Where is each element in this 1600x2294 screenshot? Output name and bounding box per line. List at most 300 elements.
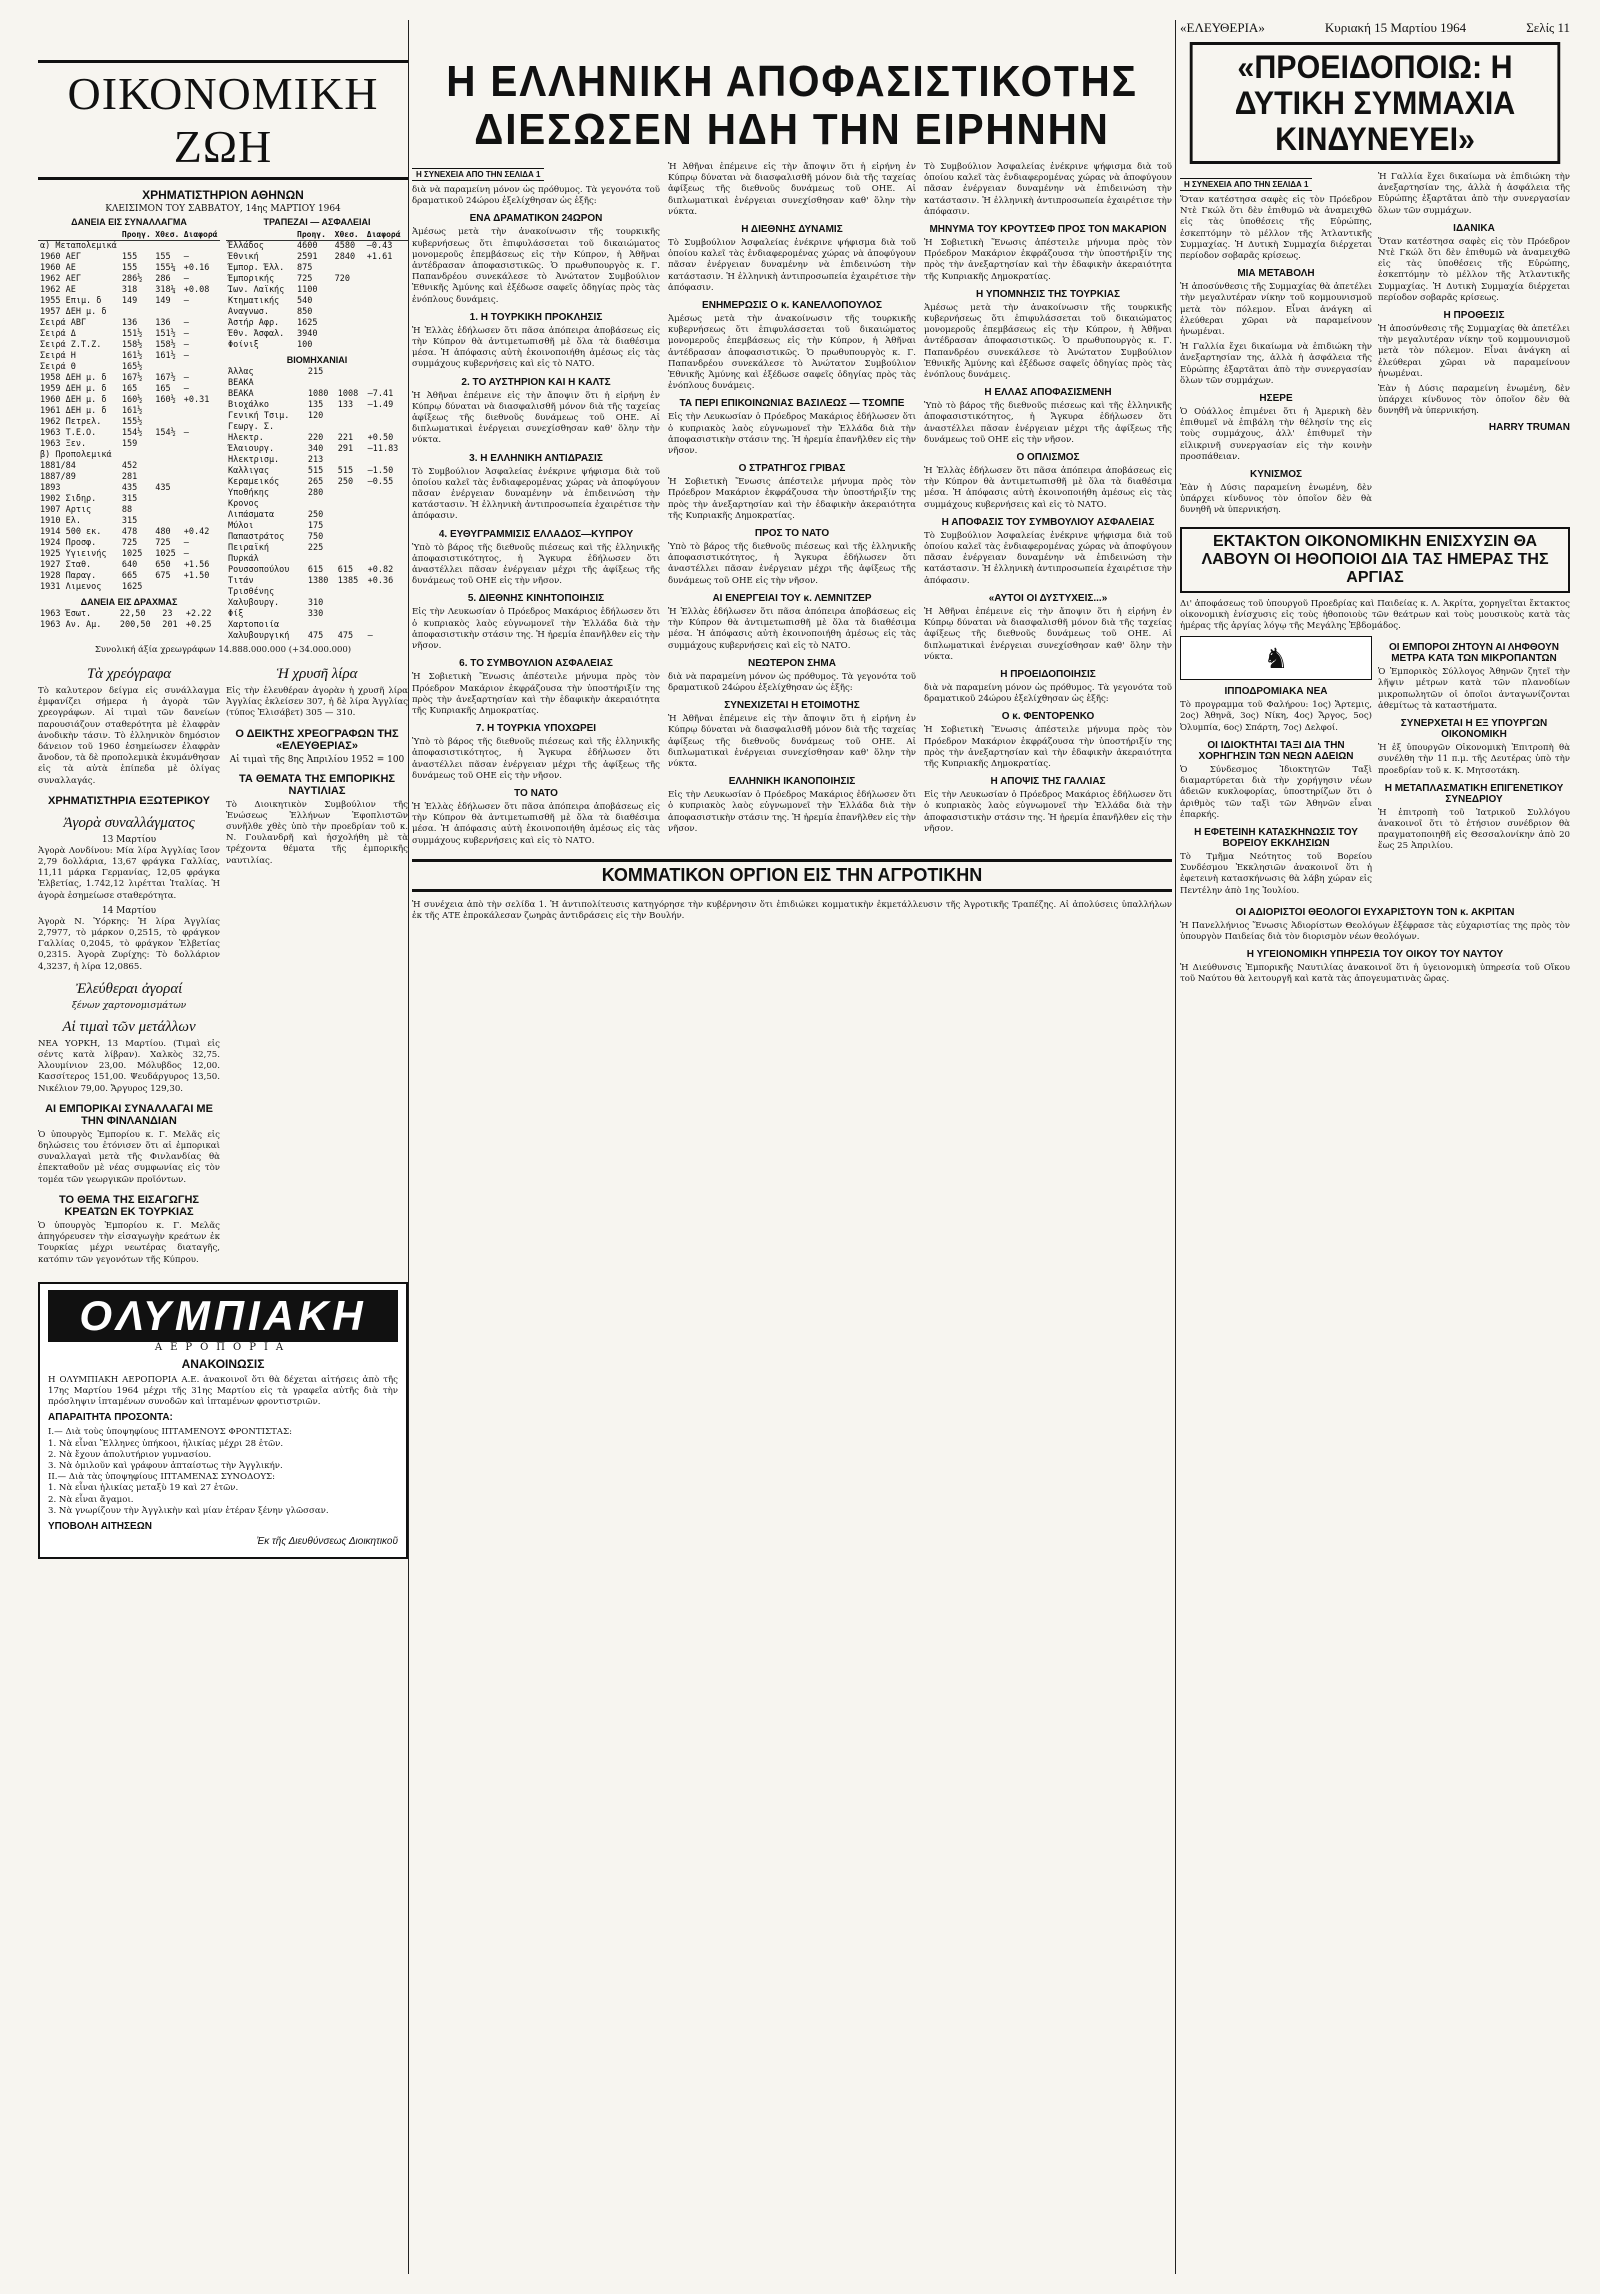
- table-cell-prev: [120, 241, 153, 253]
- table-cell-today: 1008: [337, 389, 359, 399]
- table-cell-today: [336, 554, 366, 565]
- loans-dr-heading: ΔΑΝΕΙΑ ΕΙΣ ΔΡΑΧΜΑΣ: [80, 597, 178, 607]
- table-cell-prev: 540: [297, 296, 313, 306]
- table-cell-today: 435: [155, 483, 171, 493]
- table-cell-name: 1910 Ελ.: [40, 516, 81, 526]
- center-paragraph: Ἡ Ἀθῆναι ἐπέμεινε εἰς τὴν ἄποψιν ὅτι ἡ εἰρήνη ἐν Κύπρῳ δύναται νὰ διασφαλισθῆ μόνον διὰ τῆς ταχείας ἀφίξεως τῆς διεθνοῦς δυνάμεως τοῦ ΟΗΕ. Αἱ διπλωματικαὶ ἐνέργειαι συνεχίσθησαν καθ' ὅλην τὴν νύκτα.: [668, 714, 916, 769]
- truman-paragraph: Ὅταν κατέστησα σαφὲς εἰς τὸν Πρόεδρον Ντὲ Γκώλ ὅτι δὲν ἐπιθυμῶ νὰ ἀναμειχθῶ εἰς τὰς ὑποθέσεις τῆς Εὐρώπης, ἐσκεπτόμην τὸ μέλλον τῆς Ἀτλαντικῆς Συμμαχίας. Ἡ Δυτικὴ Συμμαχία διέρχεται περίοδον σοβαρᾶς κρίσεως.: [1180, 195, 1372, 262]
- table-cell-today: [153, 516, 181, 527]
- congress-title: Η ΜΕΤΑΠΛΑΣΜΑΤΙΚΗ ΕΠΙΓΕΝΕΤΙΚΟΥ ΣΥΝΕΔΡΙΟΥ: [1384, 782, 1564, 805]
- table-row: [38, 351, 220, 362]
- center-subhead: 5. ΔΙΕΘΝΗΣ ΚΙΝΗΤΟΠΟΙΗΣΙΣ: [467, 593, 605, 605]
- center-subhead: ΕΝΗΜΕΡΩΣΙΣ Ο κ. ΚΑΝΕΛΛΟΠΟΥΛΟΣ: [702, 300, 882, 312]
- table-cell-diff: —0.55: [367, 477, 394, 487]
- table-cell-today: 1025: [155, 549, 176, 559]
- table-cell-name: 1959 ΔΕΗ μ. δ: [40, 384, 107, 394]
- table-cell-today: [153, 505, 181, 516]
- truman-paragraph: Ὁ Οὐάλλος ἐπιμένει ὅτι ἡ Ἀμερικὴ δὲν ἐπιθυμεῖ νὰ ἐπιβάλη τὴν θέλησίν της εἰς τοὺς συμμάχους, ἀλλ' ἐπιθυμεῖ τὴν εἰλικρινῆ συνεργασίαν εἰς τὴν κοινὴν προσπάθειαν.: [1180, 407, 1372, 462]
- table-cell-today: [153, 241, 181, 253]
- trade-text: Ὁ ὑπουργὸς Ἐμπορίου κ. Γ. Μελᾶς εἰς δηλώσεις του ἐτόνισεν ὅτι αἱ ἐμπορικαὶ συναλλαγαὶ μετὰ τῆς Φινλανδίας θὰ ἐπεκταθοῦν μὲ νέας συμφωνίας εἰς τὸν τομέα τῶν γεωργικῶν προϊόντων.: [38, 1129, 220, 1185]
- table-cell-name: Γενική Τσιμ.: [228, 411, 290, 421]
- table-cell-diff: [182, 516, 220, 527]
- table-row: [226, 554, 408, 565]
- table-row: [38, 472, 220, 483]
- table-cell-name: Έλλάδος: [228, 241, 264, 251]
- center-paragraph: Ἡ Ἑλλὰς ἐδήλωσεν ὅτι πᾶσα ἀπόπειρα ἀποβάσεως εἰς τὴν Κύπρον θὰ ἀντιμετωπισθῆ μὲ ὅλα τὰ διαθέσιμα μέσα. Ἡ ἀπόφασις αὐτὴ ἐκοινοποιήθη ἀμέσως εἰς τὰς συμμάχους κυβερνήσεις καὶ εἰς τὸ ΝΑΤΟ.: [412, 325, 660, 370]
- table-cell-today: [333, 296, 365, 307]
- table-cell-name: 1957 ΔΕΗ μ. δ: [40, 307, 107, 317]
- table-row: [226, 296, 408, 307]
- center-paragraph: Ὑπὸ τὸ βάρος τῆς διεθνοῦς πιέσεως καὶ τῆς ἑλληνικῆς ἀποφασιστικότητος, ἡ Ἄγκυρα ἐδήλωσεν ὅτι ἀναστέλλει πᾶσαν ἐνέργειαν μέχρι τῆς ἀφίξεως τῆς δυνάμεως τοῦ ΟΗΕ εἰς τὴν νῆσον.: [668, 542, 916, 586]
- center-paragraph: Ἡ Σοβιετικὴ Ἕνωσις ἀπέστειλε μήνυμα πρὸς τὸν Πρόεδρον Μακάριον ἐκφράζουσα τὴν ὑποστήριξίν της πρὸς τὴν ἀνεξαρτησίαν καὶ τὴν ἐδαφικὴν ἀκεραιότητα τῆς Κυπριακῆς Δημοκρατίας.: [668, 477, 916, 521]
- table-cell-name: β) Προπολεμικά: [40, 450, 112, 460]
- table-cell-today: [333, 263, 365, 274]
- center-subhead: 3. Η ΕΛΛΗΝΙΚΗ ΑΝΤΙΔΡΑΣΙΣ: [469, 452, 603, 464]
- table-row: [38, 296, 220, 307]
- table-cell-today: [333, 307, 365, 318]
- table-cell-name: 1893: [40, 483, 61, 493]
- table-cell-diff: [365, 296, 408, 307]
- table-cell-name: 1963 Αν. Αμ.: [40, 620, 102, 630]
- table-cell-prev: 3940: [297, 329, 318, 339]
- table-cell-today: 480: [155, 527, 171, 537]
- table-cell-today: 161½: [155, 351, 176, 361]
- center-paragraph: Ὑπὸ τὸ βάρος τῆς διεθνοῦς πιέσεως καὶ τῆς ἑλληνικῆς ἀποφασιστικότητος, ἡ Ἄγκυρα ἐδήλωσεν ὅτι ἀναστέλλει πᾶσαν ἐνέργειαν μέχρι τῆς ἀφίξεως τῆς δυνάμεως τοῦ ΟΗΕ εἰς τὴν νῆσον.: [412, 737, 660, 781]
- table-cell-name: Φοίνιξ: [228, 340, 259, 350]
- table-cell-prev: 155: [121, 252, 138, 262]
- table-cell-today: 650: [155, 560, 171, 570]
- fx-date-2: 14 Μαρτίου: [101, 905, 157, 916]
- table-cell-prev: 165½: [121, 362, 143, 372]
- table-row: [226, 444, 408, 455]
- table-cell-today: [153, 494, 181, 505]
- table-cell-prev: 154½: [121, 428, 143, 438]
- table-cell-name: Σειρά Δ: [40, 329, 76, 339]
- left-column: [38, 20, 408, 2274]
- table-cell-today: 675: [155, 571, 171, 581]
- table-cell-diff: —: [183, 318, 189, 328]
- table-row: [226, 389, 408, 400]
- table-row: [38, 516, 220, 527]
- table-cell-today: [153, 450, 181, 461]
- table-cell-diff: +1.56: [183, 560, 210, 570]
- col-diff: Διαφορά: [182, 229, 220, 241]
- table-cell-prev: 725: [121, 538, 138, 548]
- table-cell-name: 1924 Προσφ.: [40, 538, 97, 548]
- table-cell-diff: +0.36: [367, 576, 394, 586]
- left-text-blocks: [38, 658, 408, 1270]
- center-text-columns: [412, 162, 1172, 851]
- banks-table: [226, 229, 408, 351]
- table-cell-diff: [182, 362, 220, 373]
- table-cell-diff: [366, 499, 408, 510]
- center-paragraph: Ὑπὸ τὸ βάρος τῆς διεθνοῦς πιέσεως καὶ τῆς ἑλληνικῆς ἀποφασιστικότητος, ἡ Ἄγκυρα ἐδήλωσεν ὅτι ἀναστέλλει πᾶσαν ἐνέργειαν μέχρι τῆς ἀφίξεως τῆς δυνάμεως τοῦ ΟΗΕ εἰς τὴν νῆσον.: [924, 401, 1172, 445]
- metals-title: Αἱ τιμαὶ τῶν μετάλλων: [62, 1018, 196, 1035]
- table-cell-diff: [366, 510, 408, 521]
- table-cell-diff: [366, 598, 408, 609]
- table-cell-diff: [182, 450, 220, 461]
- table-cell-prev: 265: [307, 477, 324, 487]
- table-cell-name: 1960 ΔΕΗ μ. δ: [40, 395, 107, 405]
- center-subhead: 7. Η ΤΟΥΡΚΙΑ ΥΠΟΧΩΡΕΙ: [475, 723, 597, 735]
- table-cell-diff: [182, 439, 220, 450]
- table-cell-prev: 149: [121, 296, 138, 306]
- banks-heading: ΤΡΑΠΕΖΑΙ — ΑΣΦΑΛΕΙΑΙ: [263, 217, 371, 227]
- table-row: [226, 274, 408, 285]
- col-diff: Διαφορά: [365, 229, 408, 241]
- exchange-subtitle: ΚΛΕΙΣΙΜΟΝ ΤΟΥ ΣΑΒΒΑΤΟΥ, 14ης ΜΑΡΤΙΟΥ 1964: [105, 204, 341, 214]
- fx-title: Ἀγορὰ συναλλάγματος: [63, 814, 195, 831]
- table-cell-name: α) Μεταπολεμικά: [40, 241, 117, 251]
- olympic-req-heading: ΑΠΑΡΑΙΤΗΤΑ ΠΡΟΣΟΝΤΑ:: [48, 1412, 173, 1424]
- olympic-req-item: 1. Νὰ εἶναι Ἕλληνες ὑπήκοοι, ἡλικίας μέχρι 28 ἐτῶν.: [48, 1438, 284, 1449]
- olympic-req-item: ΙΙ.— Διὰ τὰς ὑποψηφίους ΙΠΤΑΜΕΝΑΣ ΣΥΝΟΔΟΥΣ:: [48, 1472, 275, 1483]
- taxi-title: ΟΙ ΙΔΙΟΚΤΗΤΑΙ ΤΑΞΙ ΔΙΑ ΤΗΝ ΧΟΡΗΓΗΣΙΝ ΤΩΝ ΝΕΩΝ ΑΔΕΙΩΝ: [1198, 739, 1354, 762]
- center-paragraph: Τὸ Συμβούλιον Ἀσφαλείας ἐνέκρινε ψήφισμα διὰ τοῦ ὁποίου καλεῖ τὰς ἐνδιαφερομένας χώρας νὰ ἀποφύγουν πᾶσαν ἐνέργειαν δυναμένην νὰ ἐπιδεινώση τὴν κατάστασιν. Ἡ ἐλληνικὴ ἀντιπροσωπεία ἐχαιρέτισε τὴν ἀπόφασιν.: [412, 466, 660, 522]
- center-paragraph: Εἰς τὴν Λευκωσίαν ὁ Πρόεδρος Μακάριος ἐδήλωσεν ὅτι ὁ κυπριακὸς λαὸς εὐγνωμονεῖ τὴν Ἑλλάδα διὰ τὴν ἀποφασιστικὴν στάσιν της. Ἡ ἠρεμία ἐπανῆλθεν εἰς τὴν νῆσον.: [924, 790, 1172, 834]
- table-cell-diff: [366, 422, 408, 433]
- col-prev: Προηγ.: [120, 229, 153, 241]
- table-cell-prev: 161½: [121, 406, 143, 416]
- table-cell-name: Έθν. Άσφαλ.: [228, 329, 285, 339]
- truman-subhead: ΚΥΝΙΣΜΟΣ: [1249, 469, 1302, 481]
- table-cell-name: 1927 Σταθ.: [40, 560, 92, 570]
- table-row: [38, 527, 220, 538]
- table-row: [226, 521, 408, 532]
- center-subhead: ΑΙ ΕΝΕΡΓΕΙΑΙ ΤΟΥ κ. ΛΕΜΝΙΤΖΕΡ: [712, 592, 872, 604]
- table-row: [226, 532, 408, 543]
- table-row: [38, 620, 220, 631]
- table-cell-today: [333, 285, 365, 296]
- table-cell-diff: +1.61: [366, 252, 393, 262]
- gold-text: Εἰς τὴν ἐλευθέραν ἀγορὰν ἡ χρυσῆ λίρα Ἀγγλίας ἐκλείσεν 307, ἡ δὲ λίρα Ἀγγλίας (τύπος Ἐλισάβετ) 305 — 310.: [226, 686, 408, 719]
- table-row: [38, 505, 220, 516]
- table-cell-diff: [366, 532, 408, 543]
- sailors-home-text: Ἡ Διεύθυνσις Ἐμπορικῆς Ναυτιλίας ἀνακοινοῖ ὅτι ἡ ὑγειονομικὴ ὑπηρεσία τοῦ Οἴκου τοῦ Ναύτου θὰ λειτουργῆ καὶ κατὰ τὰς ἀπογευματινὰς ὥρας.: [1180, 963, 1570, 985]
- table-cell-diff: —0.43: [366, 241, 393, 251]
- table-row: [38, 428, 220, 439]
- table-cell-today: [333, 318, 365, 329]
- olympic-req-item: 3. Νὰ γνωρίζουν τὴν Ἀγγλικὴν καὶ μίαν ἑτέραν ξένην γλῶσσαν.: [48, 1505, 329, 1516]
- table-cell-today: [153, 439, 181, 450]
- table-cell-prev: [120, 307, 153, 318]
- table-cell-prev: 22,50: [119, 609, 146, 619]
- table-cell-name: 1958 ΔΕΗ μ. δ: [40, 373, 107, 383]
- table-cell-prev: [120, 450, 153, 461]
- olympic-apply-heading: ΥΠΟΒΟΛΗ ΑΙΤΗΣΕΩΝ: [48, 1520, 152, 1532]
- table-cell-name: Ίων. Λαϊκής: [228, 285, 285, 295]
- table-cell-today: [333, 340, 365, 351]
- table-cell-today: [336, 620, 366, 631]
- fx-date-1: 13 Μαρτίου: [101, 834, 157, 845]
- table-cell-prev: 158½: [121, 340, 143, 350]
- stock-index-heading: Ο ΔΕΙΚΤΗΣ ΧΡΕΟΓΡΑΦΩΝ ΤΗΣ «ΕΛΕΥΘΕΡΙΑΣ»: [235, 727, 399, 752]
- center-paragraph: Ἡ Ἀθῆναι ἐπέμεινε εἰς τὴν ἄποψιν ὅτι ἡ εἰρήνη ἐν Κύπρῳ δύναται νὰ διασφαλισθῆ μόνον διὰ τῆς ταχείας ἀφίξεως τῆς διεθνοῦς δυνάμεως τοῦ ΟΗΕ. Αἱ διπλωματικαὶ ἐνέργειαι συνεχίσθησαν καθ' ὅλην τὴν νύκτα.: [668, 162, 916, 217]
- table-cell-diff: —: [183, 274, 189, 284]
- horse-icon: ♞: [1263, 641, 1289, 675]
- table-cell-name: 1887/89: [40, 472, 76, 482]
- table-cell-today: [333, 329, 365, 340]
- table-cell-diff: [365, 329, 408, 340]
- table-cell-prev: 665: [121, 571, 138, 581]
- table-cell-prev: 310: [307, 598, 324, 608]
- center-paragraph: Ὑπὸ τὸ βάρος τῆς διεθνοῦς πιέσεως καὶ τῆς ἑλληνικῆς ἀποφασιστικότητος, ἡ Ἄγκυρα ἐδήλωσεν ὅτι ἀναστέλλει πᾶσαν ἐνέργειαν μέχρι τῆς ἀφίξεως τῆς δυνάμεως τοῦ ΟΗΕ εἰς τὴν νῆσον.: [412, 542, 660, 587]
- table-cell-prev: 136: [121, 318, 138, 328]
- table-cell-today: [336, 422, 366, 433]
- table-cell-diff: [365, 340, 408, 351]
- table-row: [226, 340, 408, 351]
- agriculture-headline: ΚΟΜΜΑΤΙΚΟΝ ΟΡΓΙΟΝ ΕΙΣ ΤΗΝ ΑΓΡΟΤΙΚΗΝ: [412, 859, 1172, 892]
- table-cell-today: 2840: [334, 252, 356, 262]
- table-cell-diff: +0.42: [183, 527, 210, 537]
- table-cell-name: Τρισθένης: [228, 587, 275, 597]
- center-paragraph: Ἡ Ἑλλὰς ἐδήλωσεν ὅτι πᾶσα ἀπόπειρα ἀποβάσεως εἰς τὴν Κύπρον θὰ ἀντιμετωπισθῆ μὲ ὅλα τὰ διαθέσιμα μέσα. Ἡ ἀπόφασις αὐτὴ ἐκοινοποιήθη ἀμέσως εἰς τὰς συμμάχους κυβερνήσεις καὶ εἰς τὸ ΝΑΤΟ.: [412, 801, 660, 846]
- continued-label: Η ΣΥΝΕΧΕΙΑ ΑΠΟ ΤΗΝ ΣΕΛΙΔΑ 1: [1180, 178, 1312, 191]
- olympic-airways-ad: [38, 1282, 408, 1559]
- table-cell-today: 151½: [155, 329, 176, 339]
- olympic-announcement-title: ΑΝΑΚΟΙΝΩΣΙΣ: [181, 1356, 265, 1371]
- table-row: [226, 499, 408, 510]
- table-cell-prev: 215: [307, 367, 324, 377]
- table-cell-name: Χαλυβουργική: [228, 631, 290, 641]
- ministers-title: ΣΥΝΕΡΧΕΤΑΙ Η ΕΞ ΥΠΟΥΡΓΩΝ ΟΙΚΟΝΟΜΙΚΗ: [1400, 718, 1548, 741]
- banks-table-wrap: [226, 215, 408, 642]
- table-cell-diff: +1.50: [183, 571, 210, 581]
- table-row: [226, 378, 408, 389]
- table-cell-prev: 340: [307, 444, 324, 454]
- center-subhead: ΝΕΩΤΕΡΟΝ ΣΗΜΑ: [748, 657, 836, 669]
- table-cell-diff: [365, 318, 408, 329]
- table-cell-name: Αναγνωσ.: [228, 307, 269, 317]
- olympic-announcement-text: Η ΟΛΥΜΠΙΑΚΗ ΑΕΡΟΠΟΡΙΑ Α.Ε. ἀνακοινοῖ ὅτι θὰ δέχεται αἰτήσεις ἀπὸ τῆς 17ης Μαρτίου 1964 μέχρι τῆς 31ης Μαρτίου εἰς τὰ γραφεῖα αὐτῆς διὰ τὴν πρόσληψιν ἱπταμένων συνοδῶν καὶ ἱπταμένων φροντιστριῶν.: [48, 1374, 398, 1408]
- olympic-logo: ΟΛΥΜΠΙΑΚΗ: [48, 1290, 398, 1342]
- folio-page-number: Σελίς 11: [1526, 20, 1570, 35]
- table-row: [226, 620, 408, 631]
- table-cell-today: [336, 510, 366, 521]
- table-row: [38, 560, 220, 571]
- table-cell-prev: 175: [307, 521, 324, 531]
- horse-racing-illustration: [1180, 636, 1372, 680]
- table-cell-diff: [182, 483, 220, 494]
- table-cell-name: 1907 Αρτις: [40, 505, 92, 515]
- olympic-logo-sub: ΑΕΡΟΠΟΡΙΑ: [154, 1341, 292, 1353]
- table-cell-today: 720: [334, 274, 351, 284]
- table-cell-today: [336, 455, 366, 466]
- center-paragraph: Τὸ Συμβούλιον Ἀσφαλείας ἐνέκρινε ψήφισμα διὰ τοῦ ὁποίου καλεῖ τὰς ἐνδιαφερομένας χώρας νὰ ἀποφύγουν πᾶσαν ἐνέργειαν δυναμένην νὰ ἐπιδεινώση τὴν κατάστασιν. Ἡ ἐλληνικὴ ἀντιπροσωπεία ἐχαιρέτισε τὴν ἀπόφασιν.: [924, 530, 1172, 586]
- table-cell-prev: 88: [121, 505, 133, 515]
- center-paragraph: Εἰς τὴν Λευκωσίαν ὁ Πρόεδρος Μακάριος ἐδήλωσεν ὅτι ὁ κυπριακὸς λαὸς εὐγνωμονεῖ τὴν Ἑλλάδα διὰ τὴν ἀποφασιστικὴν στάσιν της. Ἡ ἠρεμία ἐπανῆλθεν εἰς τὴν νῆσον.: [412, 607, 660, 652]
- table-cell-diff: +0.25: [185, 620, 212, 630]
- truman-paragraph: Ἐὰν ἡ Δύσις παραμείνη ἑνωμένη, δὲν ὑπάρχει κίνδυνος τὸν ὁποῖον δὲν θὰ δυνηθῆ νὰ ὑπερνικήση.: [1378, 384, 1570, 417]
- table-cell-prev: 213: [307, 455, 324, 465]
- free-markets-title: Ἐλεύθεραι ἀγοραί: [75, 980, 183, 997]
- shipping-heading: ΤΑ ΘΕΜΑΤΑ ΤΗΣ ΕΜΠΟΡΙΚΗΣ ΝΑΥΤΙΛΙΑΣ: [238, 772, 396, 797]
- table-cell-diff: [182, 505, 220, 516]
- table-cell-diff: [365, 307, 408, 318]
- table-cell-name: Σειρά Θ: [40, 362, 76, 372]
- table-cell-today: [336, 499, 366, 510]
- center-subhead: Η ΔΙΕΘΝΗΣ ΔΥΝΑΜΙΣ: [741, 224, 843, 236]
- table-row: [38, 461, 220, 472]
- table-cell-diff: +0.16: [183, 263, 210, 273]
- table-cell-prev: 286½: [121, 274, 143, 284]
- center-subhead: ΕΛΛΗΝΙΚΗ ΙΚΑΝΟΠΟΙΗΣΙΣ: [728, 776, 856, 788]
- table-cell-diff: —11.83: [367, 444, 399, 454]
- table-cell-name: 1961 ΔΕΗ μ. δ: [40, 406, 107, 416]
- truman-subhead: ΙΔΑΝΙΚΑ: [1453, 222, 1495, 234]
- table-cell-name: Έλαιουργ.: [228, 444, 275, 454]
- center-paragraph: Ἡ Ἀθῆναι ἐπέμεινε εἰς τὴν ἄποψιν ὅτι ἡ εἰρήνη ἐν Κύπρῳ δύναται νὰ διασφαλισθῆ μόνον διὰ τῆς ταχείας ἀφίξεως τῆς διεθνοῦς δυνάμεως τοῦ ΟΗΕ. Αἱ διπλωματικαὶ ἐνέργειαι συνεχίσθησαν καθ' ὅλην τὴν νύκτα.: [924, 606, 1172, 662]
- table-cell-name: ΒΕΑΚΑ: [228, 378, 254, 388]
- table-cell-name: Κεραμεικός: [228, 477, 280, 487]
- col-today: Χθεσ.: [153, 229, 181, 241]
- center-paragraph: Ἡ Σοβιετικὴ Ἕνωσις ἀπέστειλε μήνυμα πρὸς τὸν Πρόεδρον Μακάριον ἐκφράζουσα τὴν ὑποστήριξίν της πρὸς τὴν ἀνεξαρτησίαν καὶ τὴν ἐδαφικὴν ἀκεραιότητα τῆς Κυπριακῆς Δημοκρατίας.: [412, 672, 660, 716]
- gold-title: Ἡ χρυσῆ λίρα: [276, 666, 358, 682]
- table-cell-today: 286: [155, 274, 171, 284]
- table-row: [226, 318, 408, 329]
- table-cell-prev: [306, 587, 336, 598]
- table-cell-prev: 318: [121, 285, 138, 295]
- table-cell-prev: 1080: [307, 389, 329, 399]
- table-row: [38, 274, 220, 285]
- table-cell-name: Τιτάν: [228, 576, 254, 586]
- table-cell-today: [153, 582, 181, 593]
- center-subhead: Η ΕΛΛΑΣ ΑΠΟΦΑΣΙΣΜΕΝΗ: [984, 387, 1112, 399]
- center-subhead: ΕΝΑ ΔΡΑΜΑΤΙΚΟΝ 24ΩΡΟΝ: [469, 213, 603, 225]
- table-row: [226, 433, 408, 444]
- table-cell-prev: 330: [307, 609, 324, 619]
- center-paragraph: Ἀμέσως μετὰ τὴν ἀνακοίνωσιν τῆς τουρκικῆς κυβερνήσεως ὅτι ἐπιφυλάσσεται τοῦ δικαιώματος μονομεροῦς ἐπεμβάσεως εἰς τὴν Κύπρον, ἡ Ἀθῆναι ἀντέδρασαν ἀποφασιστικῶς. Ὁ πρωθυπουργὸς κ. Γ. Παπανδρέου συνεκάλεσε τὸ Ἀνώτατον Συμβούλιον Ἐθνικῆς Ἀμύνης καὶ ἐξέδωσε σαφεῖς ὁδηγίας πρὸς τὰς ἐνόπλους δυνάμεις.: [668, 314, 916, 392]
- table-cell-today: 475: [337, 631, 354, 641]
- table-row: [38, 241, 220, 253]
- table-cell-name: Φίξ: [228, 609, 244, 619]
- table-cell-prev: 165: [121, 384, 138, 394]
- table-row: [226, 466, 408, 477]
- table-cell-diff: [366, 587, 408, 598]
- center-column: [412, 20, 1172, 2274]
- table-cell-today: [153, 362, 181, 373]
- securities-title: Τὰ χρεόγραφα: [86, 666, 172, 682]
- center-subhead: Η ΑΠΟΦΑΣΙΣ ΤΟΥ ΣΥΜΒΟΥΛΙΟΥ ΑΣΦΑΛΕΙΑΣ: [941, 516, 1155, 528]
- table-cell-name: Έμπορικής: [228, 274, 275, 284]
- table-row: [226, 252, 408, 263]
- industries-table: [226, 367, 408, 642]
- table-cell-diff: —1.50: [367, 466, 394, 476]
- table-cell-name: Έθνική: [228, 252, 259, 262]
- table-cell-name: Κρονος: [228, 499, 259, 509]
- table-cell-prev: 135: [307, 400, 324, 410]
- camp-title: Η ΕΦΕΤΕΙΝΗ ΚΑΤΑΣΚΗΝΩΣΙΣ ΤΟΥ ΒΟΡΕΙΟΥ ΕΚΚΛΗΣΙΩΝ: [1194, 826, 1358, 849]
- table-row: [226, 285, 408, 296]
- table-cell-name: Κτηματικής: [228, 296, 280, 306]
- loans-heading: ΔΑΝΕΙΑ ΕΙΣ ΣΥΝΑΛΛΑΓΜΑ: [71, 217, 187, 227]
- table-cell-today: 155¼: [155, 263, 176, 273]
- table-cell-prev: 615: [307, 565, 324, 575]
- center-paragraph: διὰ νὰ παραμείνη μόνον ὡς πρόθυμος. Τὰ γεγονότα τοῦ δραματικοῦ 24ώρου ἐξελίχθησαν ὡς ἑξῆς:: [924, 682, 1172, 705]
- olympic-req-item: 1. Νὰ εἶναι ἡλικίας μεταξὺ 19 καὶ 27 ἐτῶν.: [48, 1483, 239, 1494]
- ministers-text: Ἡ ἐξ ὑπουργῶν Οἰκονομικὴ Ἐπιτροπὴ θὰ συνέλθη τὴν 11 π.μ. τῆς Δευτέρας ὑπὸ τὴν προεδρίαν τοῦ κ. Κ. Μητσοτάκη.: [1378, 743, 1570, 776]
- table-cell-diff: —: [183, 373, 189, 383]
- table-row: [226, 263, 408, 274]
- table-cell-diff: —: [183, 384, 189, 394]
- table-row: [226, 400, 408, 411]
- table-cell-name: Βιοχάλκο: [228, 400, 269, 410]
- table-cell-prev: 725: [297, 274, 313, 284]
- table-cell-diff: —: [183, 538, 189, 548]
- taxi-text: Ὁ Σύνδεσμος Ἰδιοκτητῶν Ταξὶ διαμαρτύρεται διὰ τὴν χορήγησιν νέων ἀδειῶν κυκλοφορίας, ὑποστηρίζων ὅτι ὁ ἀριθμὸς τῶν ταξὶ τῶν Ἀθηνῶν εἶναι ἐπαρκής.: [1180, 764, 1372, 820]
- camp-text: Τὸ Τμῆμα Νεότητος τοῦ Βορείου Συνδέσμου Ἐκκλησιῶν ἀνακοινοῖ ὅτι ἡ ἐφετεινὴ κατασκήνωσις θὰ λάβη χώραν εἰς Πεντέλην ἀπὸ 1ης Ἰουλίου.: [1180, 851, 1372, 896]
- sailors-home-title: Η ΥΓΕΙΟΝΟΜΙΚΗ ΥΠΗΡΕΣΙΑ ΤΟΥ ΟΙΚΟΥ ΤΟΥ ΝΑΥΤΟΥ: [1246, 949, 1504, 961]
- table-cell-prev: 435: [121, 483, 138, 493]
- table-cell-diff: —: [367, 631, 373, 641]
- table-cell-name: 1902 Σιδηρ.: [40, 494, 97, 504]
- column-rule: [408, 20, 409, 2274]
- table-cell-diff: [365, 274, 408, 285]
- table-cell-diff: —: [183, 296, 189, 306]
- table-cell-name: 1963 Τ.Ε.Ο.: [40, 428, 97, 438]
- table-cell-prev: 750: [307, 532, 324, 542]
- table-cell-prev: 167½: [121, 373, 143, 383]
- olympic-req-item: 3. Νὰ ὁμιλοῦν καὶ γράφουν ἀπταίστως τὴν Ἀγγλικήν.: [48, 1460, 283, 1471]
- table-row: [226, 510, 408, 521]
- center-subhead: ΤΑ ΠΕΡΙ ΕΠΙΚΟΙΝΩΝΙΑΣ ΒΑΣΙΛΕΩΣ — ΤΣΟΜΠΕ: [679, 398, 905, 410]
- center-subhead: Η ΑΠΟΨΙΣ ΤΗΣ ΓΑΛΛΙΑΣ: [990, 776, 1106, 788]
- center-paragraph: Ἡ Ἑλλὰς ἐδήλωσεν ὅτι πᾶσα ἀπόπειρα ἀποβάσεως εἰς τὴν Κύπρον θὰ ἀντιμετωπισθῆ μὲ ὅλα τὰ διαθέσιμα μέσα. Ἡ ἀπόφασις αὐτὴ ἐκοινοποιήθη ἀμέσως εἰς τὰς συμμάχους κυβερνήσεις καὶ εἰς τὸ ΝΑΤΟ.: [924, 466, 1172, 510]
- table-cell-today: 725: [155, 538, 171, 548]
- truman-paragraph: Ἐὰν ἡ Δύσις παραμείνη ἑνωμένη, δὲν ὑπάρχει κίνδυνος τὸν ὁποῖον δὲν θὰ δυνηθῆ νὰ ὑπερνικήση.: [1180, 483, 1372, 516]
- table-cell-prev: 155½: [121, 417, 143, 427]
- table-row: [38, 571, 220, 582]
- table-cell-prev: 315: [121, 516, 138, 526]
- center-subhead: Ο κ. ΦΕΝΤΟΡΕΝΚΟ: [1001, 711, 1095, 723]
- actors-aid-title: ΕΚΤΑΚΤΟΝ ΟΙΚΟΝΟΜΙΚΗΝ ΕΝΙΣΧΥΣΙΝ ΘΑ ΛΑΒΟΥΝ ΟΙ ΗΘΟΠΟΙΟΙ ΔΙΑ ΤΑΣ ΗΜΕΡΑΣ ΤΗΣ ΑΡΓΙΑΣ: [1201, 532, 1549, 586]
- table-cell-prev: 280: [307, 488, 324, 498]
- table-cell-today: [153, 417, 181, 428]
- table-cell-diff: [365, 285, 408, 296]
- table-cell-name: ΒΕΑΚΑ: [228, 389, 254, 399]
- folio-date: Κυριακή 15 Μαρτίου 1964: [1324, 20, 1467, 35]
- table-cell-name: 1914 500 εκ.: [40, 527, 102, 537]
- table-row: [226, 455, 408, 466]
- table-cell-name: Σειρά Ζ.Τ.Ζ.: [40, 340, 102, 350]
- theologians-text: Ἡ Πανελλήνιος Ἕνωσις Ἀδιορίστων Θεολόγων ἐξέφρασε τὰς εὐχαριστίας της πρὸς τὸν ὑπουργὸν Παιδείας διὰ τὸν διορισμὸν νέων θεολόγων.: [1180, 920, 1570, 942]
- table-cell-today: [336, 532, 366, 543]
- total-value: Συνολική άξία χρεωγράφων 14.888.000.000 (+34.000.000): [94, 645, 352, 655]
- center-paragraph: Ἡ Σοβιετικὴ Ἕνωσις ἀπέστειλε μήνυμα πρὸς τὸν Πρόεδρον Μακάριον ἐκφράζουσα τὴν ὑποστήριξίν της πρὸς τὴν ἀνεξαρτησίαν καὶ τὴν ἐδαφικὴν ἀκεραιότητα τῆς Κυπριακῆς Δημοκρατίας.: [924, 725, 1172, 769]
- table-cell-today: [153, 307, 181, 318]
- table-cell-diff: +0.50: [367, 433, 394, 443]
- table-row: [38, 417, 220, 428]
- table-row: [226, 307, 408, 318]
- table-cell-today: [153, 461, 181, 472]
- table-cell-prev: 2591: [297, 252, 318, 262]
- table-row: [226, 598, 408, 609]
- table-cell-name: Υποθήκης: [228, 488, 269, 498]
- table-cell-diff: +0.82: [367, 565, 394, 575]
- table-row: [38, 494, 220, 505]
- table-cell-diff: [182, 307, 220, 318]
- table-cell-today: [336, 367, 366, 378]
- table-cell-prev: 1625: [121, 582, 143, 592]
- table-cell-name: Πειραϊκή: [228, 543, 269, 553]
- table-cell-today: [336, 587, 366, 598]
- table-cell-today: 291: [337, 444, 354, 454]
- merchants-text: Ὁ Ἐμπορικὸς Σύλλογος Ἀθηνῶν ζητεῖ τὴν λῆψιν μέτρων κατὰ τῶν πλανοδίων μικροπωλητῶν οἱ ὁποῖοι ἀνταγωνίζονται ἀθεμίτως τὰ καταστήματα.: [1378, 667, 1570, 711]
- table-cell-today: [336, 521, 366, 532]
- table-cell-today: 23: [162, 609, 173, 619]
- olympic-signature: Ἐκ τῆς Διευθύνσεως Διοικητικοῦ: [256, 1535, 398, 1547]
- table-cell-name: 1962 ΑΕ: [40, 285, 76, 295]
